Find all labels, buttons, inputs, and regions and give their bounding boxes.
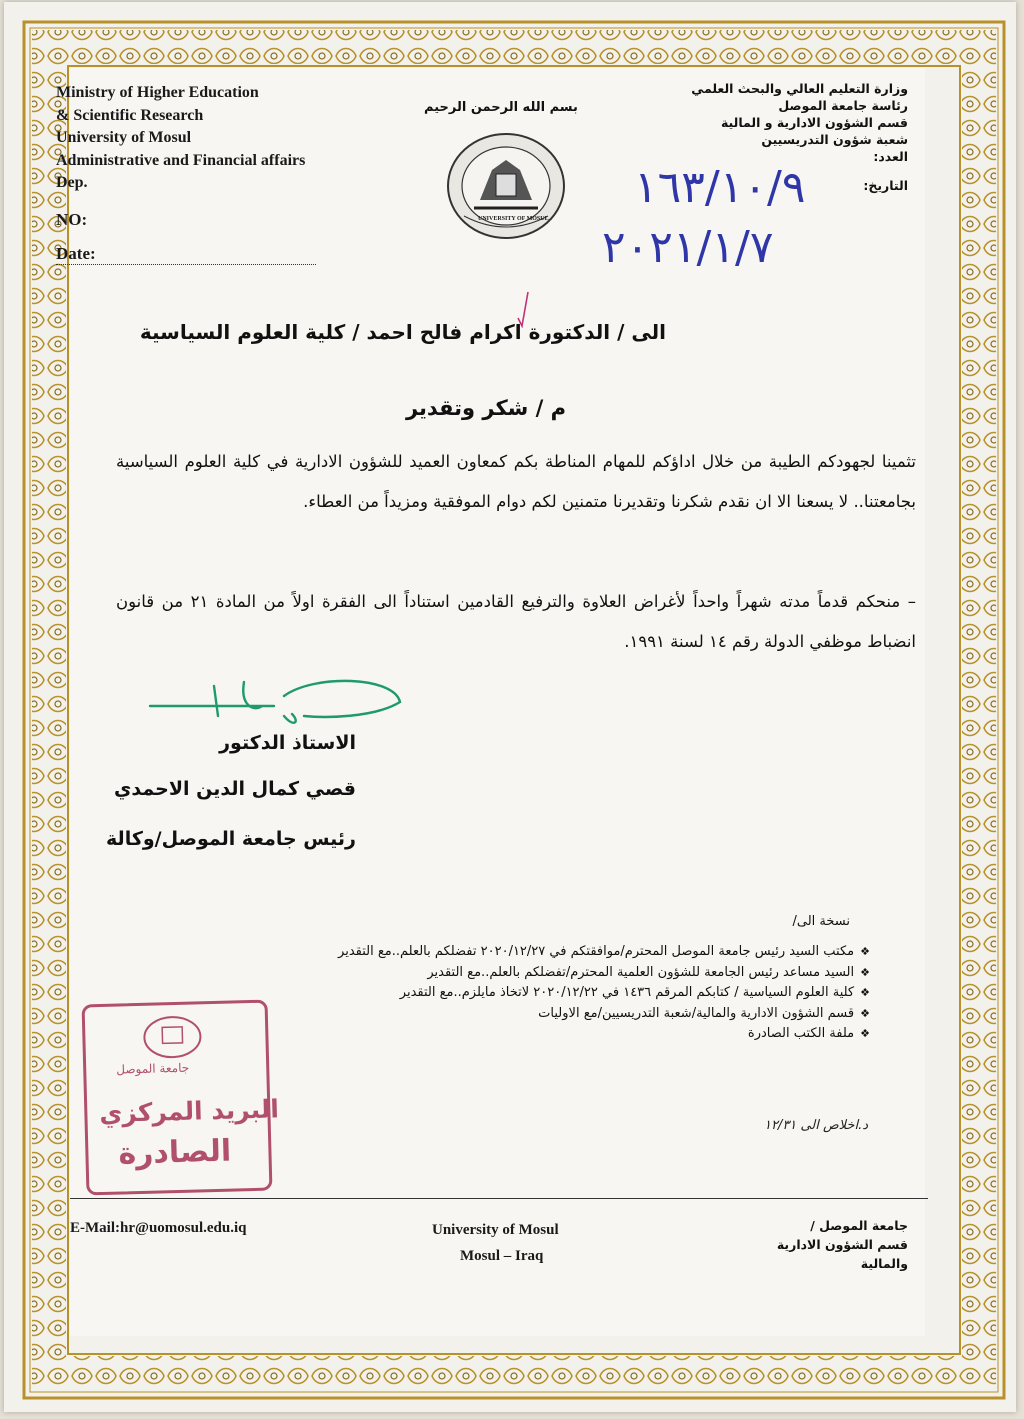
header-english xyxy=(56,82,305,195)
cc-item: ❖ السيد مساعد رئيس الجامعة للشؤون العلمية المحترم/تفضلكم بالعلم..مع التقدير xyxy=(338,963,870,984)
checkmark-icon xyxy=(514,288,530,328)
body-paragraph-1: تثمينا لجهودكم الطيبة من خلال اداؤكم للمهام المناطة بكم كمعاون العميد للشؤون الادارية في كلية العلوم السياسية بجامعتنا.. لا يسعنا الا ان نقدم شكرنا وتقديرنا متمنين لكم دوام الموفقية ومزيداً من العطاء. xyxy=(116,452,916,511)
date-label-en: Date: xyxy=(56,244,316,265)
body-paragraph-2: – منحكم قدماً مدته شهراً واحداً لأغراض العلاوة والترفيع القادمين استناداً الى الفقرة اولاً من المادة ٢١ من قانون انضباط موظفي الدولة رقم ١٤ لسنة ١٩٩١. xyxy=(116,592,916,651)
department-abbr-en: Dep. xyxy=(56,174,88,191)
footer-city-en: Mosul – Iraq xyxy=(460,1248,544,1264)
outgoing-mail-stamp xyxy=(82,1000,280,1196)
ministry-name-ar: وزارة التعليم العالي والبحث العلمي xyxy=(691,81,908,96)
cc-list xyxy=(338,942,870,1045)
footer-department-ar-2: والمالية xyxy=(860,1256,908,1271)
seal-caption: UNIVERSITY OF MOSUL xyxy=(478,216,549,222)
stamp-ring-text: جامعة الموصل xyxy=(116,1060,190,1077)
stamp-central-mail: البريد المركزي xyxy=(99,1094,280,1129)
university-presidency-ar: رئاسة جامعة الموصل xyxy=(778,98,908,113)
cc-item: ❖ ملفة الكتب الصادرة xyxy=(338,1024,870,1045)
stamp-emblem-icon xyxy=(140,1012,205,1062)
number-label-ar: العدد: xyxy=(873,149,908,164)
date-label-ar: التاريخ: xyxy=(863,178,908,193)
footer-department-ar: قسم الشؤون الادارية xyxy=(776,1237,908,1252)
university-en: University of Mosul xyxy=(56,129,192,146)
footer-arabic xyxy=(777,1216,908,1273)
footer-email: E-Mail:hr@uomosul.edu.iq xyxy=(70,1220,247,1236)
handwritten-note: د.اخلاص الى ١٢/٣١ xyxy=(763,1118,868,1133)
number-label-en: NO: xyxy=(56,210,88,229)
signatory-position: رئيس جامعة الموصل/وكالة xyxy=(106,828,356,850)
cc-item: ❖ مكتب السيد رئيس جامعة الموصل المحترم/موافقتكم في ٢٠٢٠/١٢/٢٧ تفضلكم بالعلم..مع التقدير xyxy=(338,942,870,963)
cc-heading: نسخة الى/ xyxy=(792,914,850,929)
cc-item: ❖ كلية العلوم السياسية / كتابكم المرقم ١٤٣٦ في ٢٠٢٠/١٢/٢٢ لاتخاذ مايلزم..مع التقدير xyxy=(338,983,870,1004)
stamp-outgoing: الصادرة xyxy=(118,1133,232,1172)
university-seal-icon xyxy=(444,130,568,242)
basmala: بسم الله الرحمن الرحيم xyxy=(424,100,578,115)
footer-divider xyxy=(70,1198,928,1199)
research-en: & Scientific Research xyxy=(56,106,204,124)
ministry-name-en: Ministry of Higher Education xyxy=(56,84,259,101)
footer-university-ar: جامعة الموصل / xyxy=(810,1218,908,1233)
handwritten-number: ١٦٣/١٠/٩ xyxy=(634,162,806,213)
addressee: الى / الدكتورة اكرام فالح احمد / كلية العلوم السياسية xyxy=(139,320,666,344)
section-ar: شعبة شؤون التدريسيين xyxy=(761,132,908,147)
department-ar: قسم الشؤون الادارية و المالية xyxy=(720,115,908,130)
document-page xyxy=(4,2,1016,1412)
handwritten-date: ٢٠٢١/١/٧ xyxy=(602,222,774,273)
cc-item: ❖ قسم الشؤون الادارية والمالية/شعبة التدريسيين/مع الاوليات xyxy=(338,1004,870,1025)
signatory-name: قصي كمال الدين الاحمدي xyxy=(114,778,356,800)
signatory-title: الاستاذ الدكتور xyxy=(219,732,356,754)
department-en: Administrative and Financial affairs xyxy=(56,151,306,169)
subject-line: م / شكر وتقدير xyxy=(405,396,566,420)
footer-university-en: University of Mosul xyxy=(432,1222,559,1238)
